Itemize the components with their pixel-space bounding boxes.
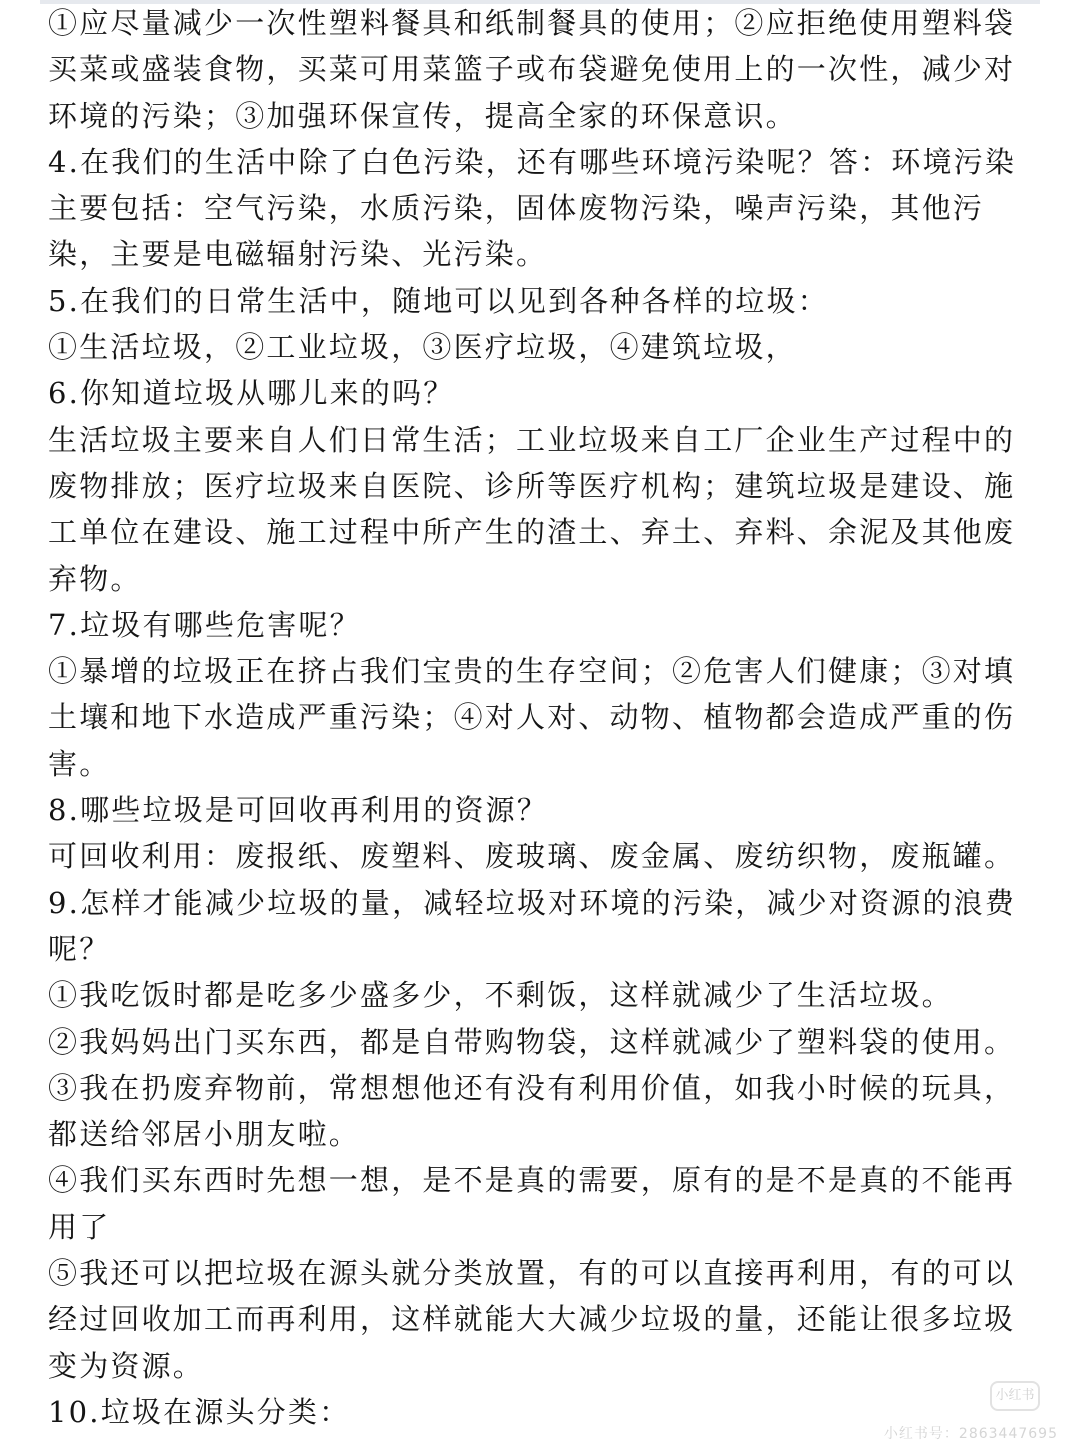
paragraph-q9-item-3: ③我在扔废弃物前，常想想他还有没有利用价值，如我小时候的玩具，都送给邻居小朋友啦。 <box>48 1070 1016 1152</box>
paragraph-q6-heading: 6.你知道垃圾从哪儿来的吗？ <box>48 376 455 411</box>
paragraph-q5-types: ①生活垃圾，②工业垃圾，③医疗垃圾，④建筑垃圾， <box>48 330 797 365</box>
paragraph-q10-heading: 10.垃圾在源头分类： <box>48 1394 351 1429</box>
paragraph-q9-item-2: ②我妈妈出门买东西，都是自带购物袋，这样就减少了塑料袋的使用。 <box>48 1024 1016 1059</box>
paragraph-q7-answer: ①暴增的垃圾正在挤占我们宝贵的生存空间；②危害人们健康；③对填土壤和地下水造成严重污染；④对人对、动物、植物都会造成严重的伤害。 <box>48 654 1016 781</box>
paragraph-q9-item-5: ⑤我还可以把垃圾在源头就分类放置，有的可以直接再利用，有的可以经过回收加工而再利用，这样就能大大减少垃圾的量，还能让很多垃圾变为资源。 <box>48 1256 1016 1383</box>
paragraph-q4-pollution: 4.在我们的生活中除了白色污染，还有哪些环境污染呢？答：环境污染主要包括：空气污染，水质污染，固体废物污染，噪声污染，其他污染，主要是电磁辐射污染、光污染。 <box>48 144 1017 272</box>
paragraph-q8-answer: 可回收利用：废报纸、废塑料、废玻璃、废金属、废纺织物，废瓶罐。 <box>48 839 1016 874</box>
paragraph-q9-item-1: ①我吃饭时都是吃多少盛多少，不剩饭，这样就减少了生活垃圾。 <box>48 978 953 1013</box>
paragraph-q9-item-4: ④我们买东西时先想一想，是不是真的需要，原有的是不是真的不能再用了 <box>48 1163 1016 1244</box>
paragraph-q7-heading: 7.垃圾有哪些危害呢？ <box>48 607 361 642</box>
paragraph-q8-heading: 8.哪些垃圾是可回收再利用的资源？ <box>48 793 549 828</box>
paragraph-q5-heading: 5.在我们的日常生活中，随地可以见到各种各样的垃圾： <box>48 283 829 318</box>
watermark-logo: 小红书 <box>990 1381 1040 1411</box>
document-body <box>48 0 1040 1435</box>
paragraph-q9-heading: 9.怎样才能减少垃圾的量，减轻垃圾对环境的污染，减少对资源的浪费呢？ <box>48 885 1017 966</box>
watermark-text: 小红书号：2863447695 <box>883 1426 1058 1442</box>
paragraph-q6-answer: 生活垃圾主要来自人们日常生活；工业垃圾来自工厂企业生产过程中的废物排放；医疗垃圾来自医院、诊所等医疗机构；建筑垃圾是建设、施工单位在建设、施工过程中所产生的渣土、弃土、弃料、余泥及其他废弃物。 <box>48 422 1016 596</box>
paragraph-plastic-reduction: ①应尽量减少一次性塑料餐具和纸制餐具的使用；②应拒绝使用塑料袋买菜或盛装食物，买菜可用菜篮子或布袋避免使用上的一次性，减少对环境的污染；③加强环保宣传，提高全家的环保意识。 <box>48 6 1016 133</box>
